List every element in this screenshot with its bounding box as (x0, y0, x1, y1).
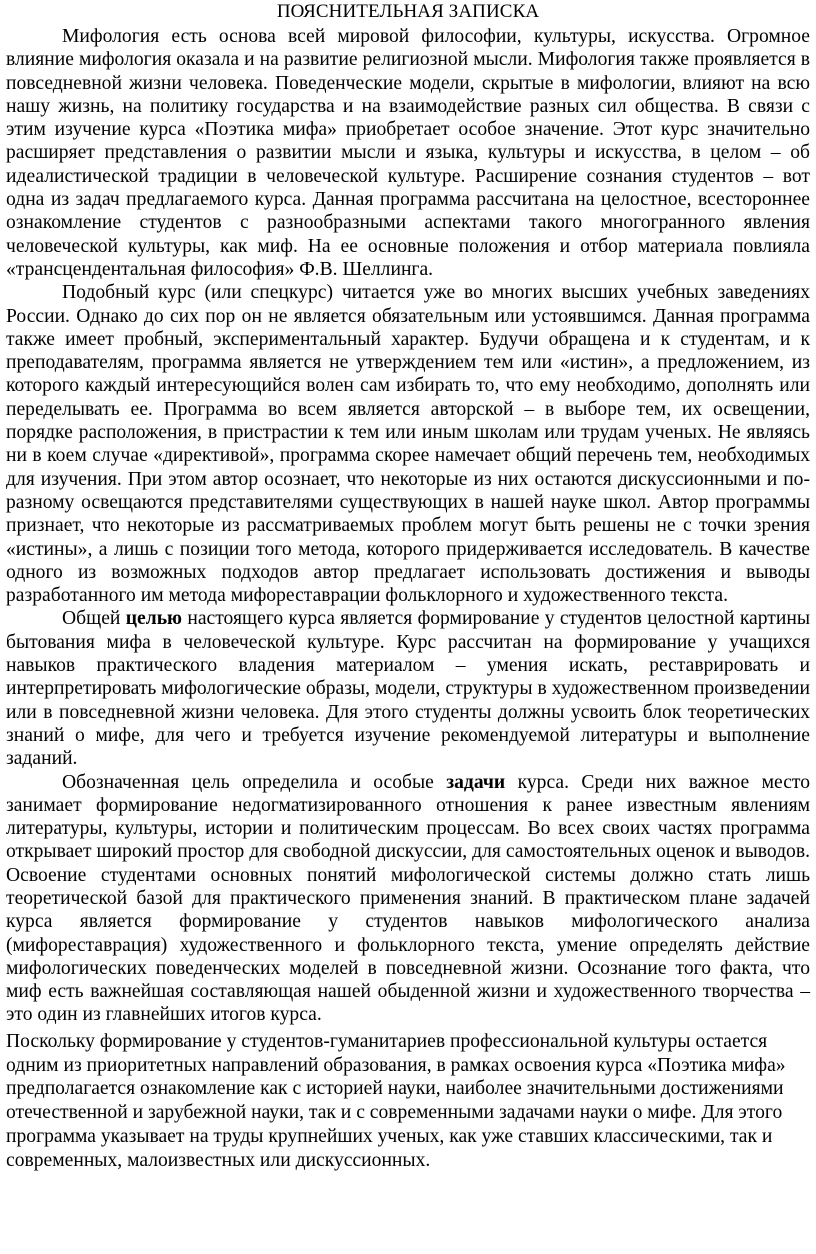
goal-keyword: целью (125, 608, 183, 630)
document-title: ПОЯСНИТЕЛЬНАЯ ЗАПИСКА (276, 1, 540, 22)
paragraph-course-status: Подобный курс (или спецкурс) читается уже во многих высших учебных заведениях России. Однако до сих пор он не является обязательным или устоявшимся. Данная программа также имеет пробный, экспериментальный характер. Будучи обращена и к студентам, и к преподавателям, программа является не утверждением тем или «истин», а предложением, из которого каждый интересующийся волен сам избирать то, что ему необходимо, дополнять или переделывать ее. Программа во всем является авторской – в выборе тем, их освещении, порядке расположения, в пристрастии к тем или иным школам или трудам ученых. Не являясь ни в коем случае «директивой», программа скорее намечает общий перечень тем, необходимых для изучения. При этом автор осознает, что некоторые из них остаются дискуссионными и по-разному освещаются представителями существующих в нашей науке школ. Автор программы признает, что некоторые из рассматриваемых проблем могут быть решены не с точки зрения «истины», а лишь с позиции того метода, которого придерживается исследователь. В качестве одного из возможных подходов автор предлагает использовать достижения и выводы разработанного им метода мифореставрации фольклорного и художественного текста. (6, 282, 810, 607)
paragraph-tasks-body: курса. Среди них важное место занимает формирование недогматизированного отношения к ранее известным явлениям литературы, культуры, истории и политическим процессам. Во всех своих частях программа открывает широкий простор для свободной дискуссии, для самостоятельных оценок и выводов. Освоение студентами основных понятий мифологической системы должно стать лишь теоретической базой для практического применения знаний. В практическом плане задачей курса является формирование у студентов навыков мифологического анализа (мифореставрация) художественного и фольклорного текста, умение определять действие мифологических поведенческих моделей в повседневной жизни. Осознание того факта, что миф есть важнейшая составляющая нашей обыденной жизни и художественного творчества – это один из главнейших итогов курса. (6, 771, 810, 1026)
paragraph-goal-lead: Общей (62, 608, 126, 630)
paragraph-culture: Поскольку формирование у студентов-гуманитариев профессиональной культуры остается одним из приоритетных направлений образования, в рамках освоения курса «Поэтика мифа» предполагается ознакомление как с историей науки, наиболее значительными достижениями отечественной и зарубежной науки, так и с современными задачами науки о мифе. Для этого программа указывает на труды крупнейших ученых, как уже ставших классическими, так и современных, малоизвестных или дискуссионных. (6, 1030, 786, 1171)
paragraph-goal-body: настоящего курса является формирование у студентов целостной картины бытования мифа в человеческой культуре. Курс рассчитан на формирование у учащихся навыков практического владения материалом – умения искать, реставрировать и интерпретировать мифологические образы, модели, структуры в художественном произведении или в повседневной жизни человека. Для этого студенты должны усвоить блок теоретических знаний о мифе, для чего и требуется изучение рекомендуемой литературы и выполнение заданий. (6, 608, 810, 770)
paragraph-tasks-lead: Обозначенная цель определила и особые (62, 771, 447, 793)
paragraph-tasks (6, 771, 810, 1027)
paragraph-goal (6, 607, 810, 770)
tasks-keyword: задачи (446, 771, 506, 793)
paragraph-intro: Мифология есть основа всей мировой философии, культуры, искусства. Огромное влияние мифология оказала и на развитие религиозной мысли. Мифология также проявляется в повседневной жизни человека. Поведенческие модели, скрытые в мифологии, влияют на всю нашу жизнь, на политику государства и на взаимодействие разных сил общества. В связи с этим изучение курса «Поэтика мифа» приобретает особое значение. Этот курс значительно расширяет представления о развитии мысли и языка, культуры и искусства, в целом – об идеалистической традиции в человеческой культуре. Расширение сознания студентов – вот одна из задач предлагаемого курса. Данная программа рассчитана на целостное, всестороннее ознакомление студентов с разнообразными аспектами такого многогранного явления человеческой культуры, как миф. На ее основные положения и отбор материала повлияла «трансцендентальная философия» Ф.В. Шеллинга. (6, 26, 810, 280)
